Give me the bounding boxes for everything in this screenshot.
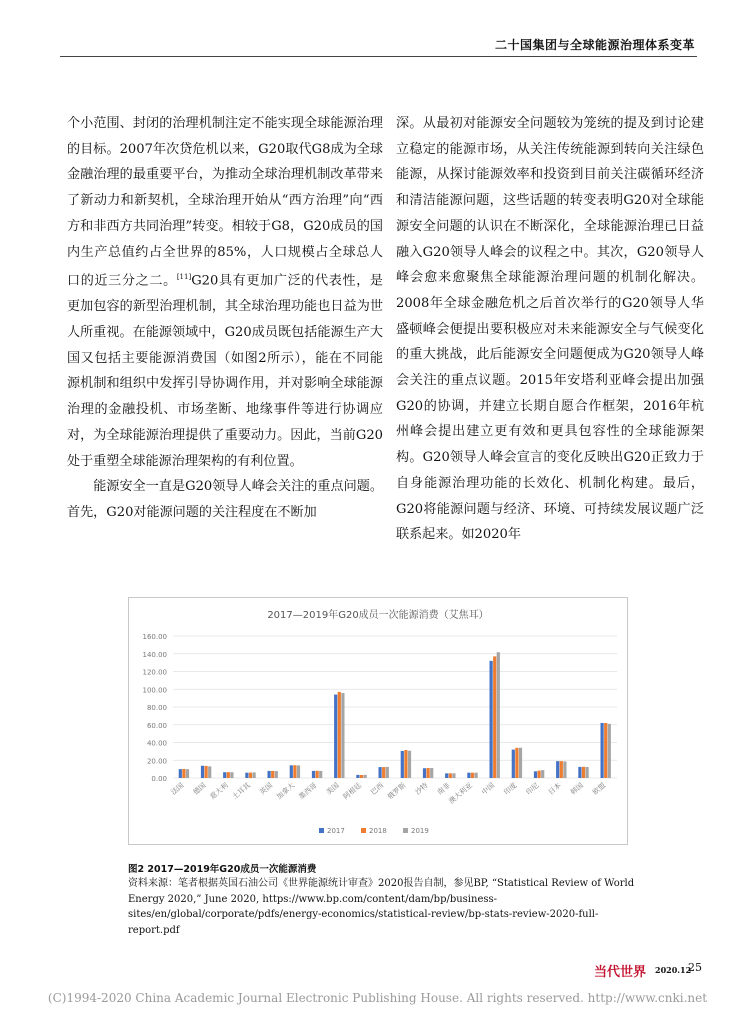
bar-2017 (245, 773, 248, 778)
x-tick-label: 沙特 (413, 781, 430, 797)
bar-2019 (275, 771, 278, 778)
bar-2018 (293, 765, 296, 778)
bar-2019 (541, 770, 544, 778)
x-tick-label: 中国 (480, 781, 497, 797)
bar-2018 (515, 748, 518, 778)
page-number: 25 (688, 961, 702, 974)
x-tick-label: 巴西 (369, 781, 386, 797)
bar-2018 (249, 773, 252, 778)
bar-2017 (556, 761, 559, 778)
y-tick-label: 160.00 (142, 633, 167, 641)
bar-2017 (268, 771, 271, 778)
x-tick-label: 土耳其 (230, 781, 252, 802)
x-tick-label: 阿根廷 (341, 781, 363, 802)
paragraph-text: 个小范围、封闭的治理机制注定不能实现全球能源治理的目标。2007年次贷危机以来，G20取代G8成为全球金融治理的最重要平台，为推动全球治理机制改革带来了新动力和新契机，全球治理开始从“西方治理”向“西方和非西方共同治理”转变。相较于G8，G20成员的国内生产总值约占全世界的85%，人口规模占全球总人口的近三分之二。 (67, 116, 383, 289)
bar-2018 (316, 771, 319, 778)
paragraph (67, 111, 383, 474)
right-column (396, 111, 704, 548)
bar-2017 (401, 751, 404, 778)
bar-2017 (290, 765, 293, 778)
bar-2018 (471, 773, 474, 778)
paragraph-text: G20具有更加广泛的代表性，是更加包容的新型治理机制，其全球治理功能也日益为世人所重视。在能源领域中，G20成员既包括能源生产大国又包括主要能源消费国（如图2所示），能在不同能源机制和组织中发挥引导协调作用，并对影响全球能源治理的金融投机、市场垄断、地缘事件等进行协调应对，为全球能源治理提供了重要动力。因此，当前G20处于重塑全球能源治理架构的有利位置。 (67, 273, 384, 469)
bar-2019 (341, 693, 344, 778)
legend-label: 2017 (327, 827, 345, 835)
bar-2018 (449, 773, 452, 778)
bar-2018 (382, 767, 385, 778)
bar-2018 (560, 761, 563, 778)
bar-2019 (475, 773, 478, 778)
bar-2017 (423, 768, 426, 778)
x-tick-label: 日本 (546, 781, 563, 797)
figure-caption: 图2 2017—2019年G20成员一次能源消费 (128, 864, 317, 875)
bar-2017 (334, 695, 337, 778)
bar-2019 (497, 652, 500, 778)
x-tick-label: 英国 (258, 781, 275, 797)
bar-2018 (360, 775, 363, 778)
y-tick-label: 40.00 (146, 739, 167, 748)
bar-2019 (452, 773, 455, 778)
x-tick-label: 印尼 (524, 781, 541, 797)
bar-2019 (563, 761, 566, 778)
y-tick-label: 100.00 (142, 686, 167, 695)
bar-2018 (604, 723, 607, 778)
y-tick-label: 0.00 (151, 775, 167, 783)
x-tick-label: 法国 (169, 781, 186, 797)
bar-2019 (586, 767, 589, 778)
x-tick-label: 南非 (435, 781, 452, 797)
bar-2019 (253, 772, 256, 778)
y-tick-label: 80.00 (146, 704, 167, 712)
bar-2018 (271, 771, 274, 778)
header-rule (60, 56, 697, 57)
legend-label: 2018 (369, 827, 387, 835)
x-tick-label: 俄罗斯 (386, 781, 408, 802)
x-tick-label: 加拿大 (275, 781, 297, 802)
x-tick-label: 意大利 (208, 781, 230, 802)
legend-label: 2019 (411, 827, 429, 835)
figure-chart (128, 597, 628, 845)
bar-2018 (182, 769, 185, 778)
copyright-watermark: (C)1994-2020 China Academic Journal Electronic Publishing House. All rights reserved. http://www.cnki.net (47, 991, 708, 1005)
x-tick-label: 德国 (191, 781, 208, 797)
y-tick-label: 60.00 (146, 721, 167, 730)
bar-2019 (319, 771, 322, 778)
bar-2018 (493, 656, 496, 778)
bar-2019 (364, 775, 367, 778)
journal-logo: 当代世界 (594, 965, 647, 980)
bar-2017 (179, 769, 182, 778)
bar-2017 (534, 771, 537, 778)
left-column (67, 111, 383, 526)
footnote-ref[interactable]: [11] (176, 273, 192, 282)
bar-2017 (223, 772, 226, 778)
bar-2017 (467, 773, 470, 778)
paragraph: 深。从最初对能源安全问题较为笼统的提及到讨论建立稳定的能源市场，从关注传统能源到转向关注绿色能源，从探讨能源效率和投资到目前关注碳循环经济和清洁能源问题，这些话题的转变表明G20对全球能源安全问题的认识在不断深化，全球能源治理已日益融入G20领导人峰会的议程之中。其次，G20领导人峰会愈来愈聚焦全球能源治理问题的机制化解决。2008年全球金融危机之后首次举行的G20领导人华盛顿峰会便提出要积极应对未来能源安全与气候变化的重大挑战，此后能源安全问题便成为G20领导人峰会关注的重点议题。2015年安塔利亚峰会提出加强G20的协调，并建立长期自愿合作框架，2016年杭州峰会提出建立更有效和更具包容性的全球能源架构。G20领导人峰会宣言的变化反映出G20正致力于自身能源治理功能的长效化、机制化构建。最后，G20将能源问题与经济、环境、可持续发展议题广泛联系起来。如2020年 (396, 116, 704, 543)
x-tick-label: 韩国 (569, 781, 585, 797)
bar-2019 (430, 768, 433, 778)
bar-2019 (297, 765, 300, 778)
y-tick-label: 20.00 (146, 757, 167, 766)
bar-2017 (356, 775, 359, 778)
bar-2017 (601, 723, 604, 778)
bar-chart (129, 598, 627, 844)
bar-2019 (608, 724, 611, 778)
x-tick-label: 澳大利亚 (447, 781, 474, 806)
bar-2019 (408, 751, 411, 778)
paragraph: 能源安全一直是G20领导人峰会关注的重点问题。首先，G20对能源问题的关注程度在不断加 (67, 479, 383, 520)
bar-2017 (445, 773, 448, 778)
x-tick-label: 欧盟 (591, 781, 608, 797)
bar-2018 (205, 766, 208, 778)
bar-2018 (538, 771, 541, 778)
chart-title: 2017—2019年G20成员一次能源消费（艾焦耳） (267, 610, 489, 621)
x-tick-label: 印度 (502, 781, 519, 797)
issue-number: 2020.12 (655, 965, 692, 975)
bar-2019 (386, 767, 389, 778)
legend-swatch-2019 (403, 828, 408, 833)
x-tick-label: 墨西哥 (297, 781, 319, 802)
bar-2018 (227, 772, 230, 778)
bar-2018 (582, 767, 585, 778)
bar-2018 (427, 768, 430, 778)
legend-swatch-2018 (361, 828, 366, 833)
x-tick-label: 美国 (324, 781, 341, 797)
bar-2017 (312, 771, 315, 778)
bar-2019 (519, 748, 522, 778)
bar-2018 (404, 750, 407, 778)
bar-2017 (578, 767, 581, 778)
bar-2018 (338, 692, 341, 778)
figure-source: 资料来源：笔者根据英国石油公司《世界能源统计审查》2020报告自制，参见BP, “Statistical Review of World Energy 2020,” June 2020, https://www.bp.com/content/dam/bp/business-sites/en/global/corporate/pdfs/energy-economics/statistical-review/bp-stats-review-2020-full-report.pdf (128, 878, 635, 936)
bar-2017 (512, 750, 515, 778)
y-tick-label: 140.00 (142, 650, 167, 659)
bar-2019 (186, 769, 189, 778)
bar-2017 (490, 661, 493, 778)
legend-swatch-2017 (319, 828, 324, 833)
bar-2017 (379, 767, 382, 778)
y-tick-label: 120.00 (142, 668, 167, 677)
bar-2019 (208, 766, 211, 778)
bar-2019 (230, 772, 233, 778)
running-title: 二十国集团与全球能源治理体系变革 (494, 38, 695, 52)
bar-2017 (201, 766, 204, 778)
